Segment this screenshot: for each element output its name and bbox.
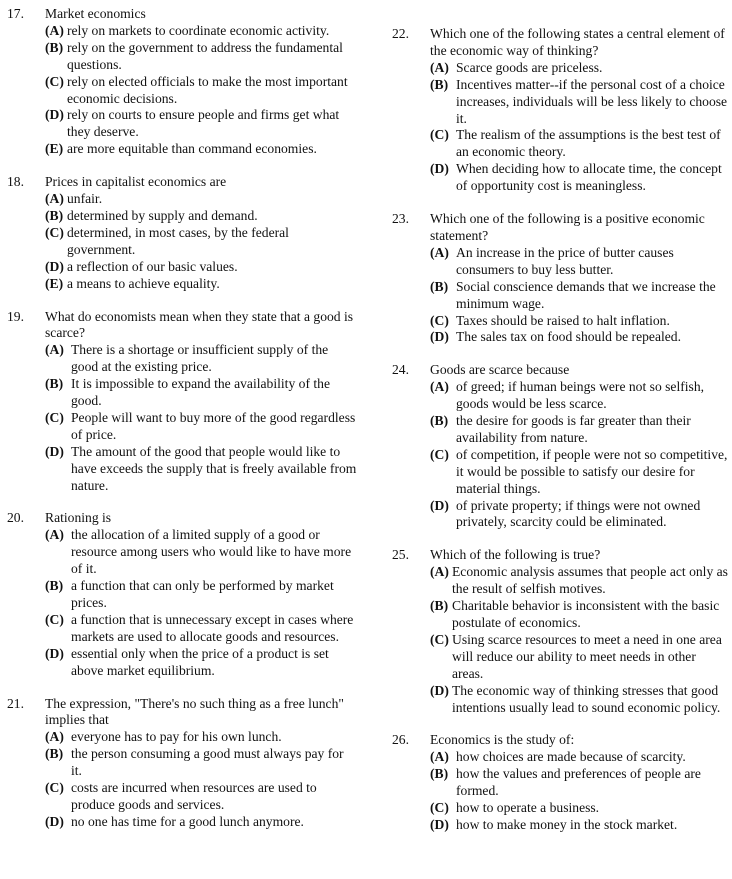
option-letter: (A) [45,22,64,38]
option-letter: (D) [430,329,449,345]
question-number: 26. [392,732,409,748]
answer-option [430,598,728,632]
answer-option [430,313,728,330]
option-letter: (E) [45,275,64,291]
option-text: The sales tax on food should be repealed. [456,329,681,345]
question-number: 22. [392,26,409,41]
option-letter: (C) [430,312,449,328]
question-block [392,362,728,531]
option-letter: (A) [430,379,449,395]
option-text: costs are incurred when resources are used to produce goods and services. [71,780,317,812]
answer-option [45,40,357,74]
answer-option [430,161,728,195]
option-letter: (A) [45,527,64,543]
option-letter: (B) [430,598,449,614]
option-letter: (B) [45,207,64,223]
option-letter: (A) [45,191,64,207]
option-text: a function that is unnecessary except in cases where markets are used to allocate goods and resources. [71,611,354,644]
answer-option [45,107,357,141]
answer-option [430,800,728,817]
option-letter: (C) [430,631,449,647]
answer-option [45,646,357,680]
option-text: how to make money in the stock market. [456,816,678,832]
option-letter: (C) [45,73,64,89]
option-letter: (B) [430,278,449,294]
option-text: a function that can only be performed by market prices. [71,578,334,610]
option-text: are more equitable than command economies. [67,141,317,157]
question-block [7,6,357,158]
option-letter: (D) [45,258,64,274]
question-stem: Economics is the study of: [430,732,575,748]
answer-option [430,413,728,447]
question-stem: The expression, "There's no such thing as a free lunch" implies that [45,695,344,728]
answer-option [45,376,357,410]
option-text: There is a shortage or insufficient supply of the good at the existing price. [71,342,329,375]
question-body [45,510,357,679]
question-block [7,174,357,292]
question-block [7,696,357,831]
question-block [7,309,357,495]
answer-option [430,77,728,128]
question-block [392,547,728,716]
option-text: Social conscience demands that we increase the minimum wage. [456,278,716,311]
question-body [430,362,728,531]
option-text: of private property; if things were not owned privately, scarcity could be eliminated. [456,497,701,530]
question-stem: Market economics [45,6,146,21]
question-stem: Which one of the following is a positive economic statement? [430,211,705,243]
option-letter: (E) [45,141,64,157]
answer-option [430,245,728,279]
question-body [430,211,728,346]
option-letter: (C) [45,780,64,796]
question-body [430,547,728,716]
option-text: The amount of the good that people would like to have exceeds the supply that is freely available from nature. [71,443,357,493]
question-body [430,26,728,195]
option-letter: (D) [45,645,64,661]
question-stem: Which of the following is true? [430,547,601,563]
option-text: of competition, if people were not so competitive, it would be possible to satisfy our desire for material things. [456,446,728,496]
question-number: 21. [7,695,24,711]
option-letter: (B) [430,413,449,429]
option-text: everyone has to pay for his own lunch. [71,729,282,745]
option-text: how the values and preferences of people are formed. [456,766,701,799]
answer-option [45,276,357,293]
question-stem: Prices in capitalist economics are [45,174,227,190]
question-number: 18. [7,174,24,190]
right-column [392,6,728,850]
answer-option [430,498,728,532]
answer-option [45,410,357,444]
answer-option [45,342,357,376]
option-letter: (A) [430,749,449,765]
option-text: no one has time for a good lunch anymore. [71,813,304,829]
answer-option [430,817,728,834]
answer-option [430,447,728,498]
answer-option [430,329,728,346]
option-letter: (D) [430,682,449,698]
question-block [7,510,357,679]
question-body [45,174,357,292]
option-text: Economic analysis assumes that people act only as the result of selfish motives. [452,564,728,597]
option-letter: (A) [430,59,449,75]
question-number: 20. [7,510,24,526]
answer-option [45,259,357,276]
answer-option [45,780,357,814]
option-text: the person consuming a good must always pay for it. [71,746,344,779]
option-letter: (B) [45,578,64,594]
option-letter: (D) [430,816,449,832]
question-body [430,732,728,833]
option-text: a reflection of our basic values. [67,258,238,274]
answer-option [45,814,357,831]
question-number: 17. [7,6,24,21]
option-text: Scarce goods are priceless. [456,59,603,75]
question-number: 25. [392,547,409,563]
answer-option [45,444,357,495]
option-text: People will want to buy more of the good regardless of price. [71,409,356,442]
answer-option [430,379,728,413]
option-text: how choices are made because of scarcity. [456,749,686,765]
option-letter: (D) [430,497,449,513]
answer-option [45,527,357,578]
question-number: 23. [392,211,409,227]
option-text: Incentives matter--if the personal cost of a choice increases, individuals will be less likely to choose it. [456,76,728,126]
question-block [392,26,728,195]
answer-option [45,191,357,208]
option-text: An increase in the price of butter causes consumers to buy less butter. [456,244,674,277]
option-letter: (A) [430,244,449,260]
question-body [45,696,357,831]
option-text: The realism of the assumptions is the best test of an economic theory. [456,127,721,160]
option-letter: (A) [45,342,64,358]
option-text: of greed; if human beings were not so selfish, goods would be less scarce. [456,379,705,412]
answer-option [45,141,357,158]
answer-option [430,749,728,766]
question-number: 24. [392,362,409,378]
option-text: determined by supply and demand. [67,207,258,223]
option-letter: (B) [45,376,64,392]
option-letter: (D) [430,161,449,177]
option-text: the allocation of a limited supply of a good or resource among users who would like to have more of it. [71,527,352,577]
option-text: rely on the government to address the fundamental questions. [67,39,343,72]
question-stem: What do economists mean when they state that a good is scarce? [45,308,354,341]
answer-option [45,23,357,40]
option-text: a means to achieve equality. [67,275,220,291]
option-text: determined, in most cases, by the federal government. [67,224,289,257]
question-body [45,6,357,158]
option-letter: (B) [430,766,449,782]
answer-option [45,612,357,646]
option-text: Charitable behavior is inconsistent with the basic postulate of economics. [452,598,720,630]
question-number: 19. [7,308,24,324]
question-body [45,309,357,495]
option-letter: (C) [430,127,449,143]
option-letter: (A) [430,564,449,580]
option-letter: (B) [45,39,64,55]
option-letter: (B) [45,746,64,762]
option-text: When deciding how to allocate time, the concept of opportunity cost is meaningless. [456,161,722,194]
answer-option [45,74,357,108]
answer-option [430,279,728,313]
answer-option [430,60,728,77]
option-letter: (D) [45,107,64,123]
option-letter: (C) [430,800,449,816]
answer-option [430,127,728,161]
option-letter: (B) [430,76,449,92]
answer-option [430,632,728,683]
option-text: essential only when the price of a product is set above market equilibrium. [71,645,329,678]
question-stem: Goods are scarce because [430,362,570,378]
option-text: rely on courts to ensure people and firms get what they deserve. [67,107,340,140]
answer-option [45,578,357,612]
option-letter: (C) [45,409,64,425]
option-text: how to operate a business. [456,800,600,816]
option-letter: (C) [45,611,64,627]
question-block [392,211,728,346]
option-text: rely on markets to coordinate economic activity. [67,22,330,38]
option-text: rely on elected officials to make the most important economic decisions. [67,73,348,106]
option-letter: (A) [45,729,64,745]
option-text: It is impossible to expand the availability of the good. [71,376,330,409]
left-column [7,6,357,847]
option-text: Taxes should be raised to halt inflation. [456,312,670,328]
option-text: unfair. [67,191,103,207]
option-text: The economic way of thinking stresses that good intentions usually lead to sound economic policy. [452,682,721,715]
answer-option [45,746,357,780]
question-block [392,732,728,833]
option-text: the desire for goods is far greater than their availability from nature. [456,413,691,445]
question-stem: Rationing is [45,510,112,526]
answer-option [430,564,728,598]
option-letter: (D) [45,443,64,459]
question-stem: Which one of the following states a central element of the economic way of thinking? [430,26,725,58]
option-letter: (C) [45,224,64,240]
answer-option [430,683,728,717]
answer-option [45,729,357,746]
answer-option [430,766,728,800]
answer-option [45,208,357,225]
option-letter: (C) [430,446,449,462]
option-letter: (D) [45,813,64,829]
option-text: Using scarce resources to meet a need in one area will reduce our ability to meet needs in other areas. [452,631,722,681]
answer-option [45,225,357,259]
